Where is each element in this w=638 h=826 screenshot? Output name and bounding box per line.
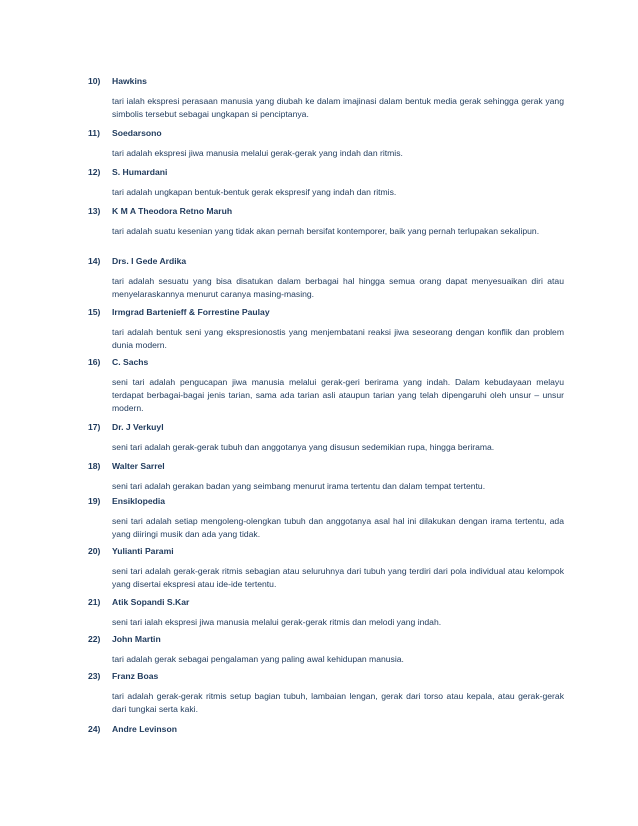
entry-heading — [88, 206, 568, 217]
entry-john-martin — [88, 634, 568, 666]
entry-definition: tari adalah gerak sebagai pengalaman yang paling awal kehidupan manusia. — [112, 654, 404, 664]
entry-heading — [88, 496, 568, 507]
entry-heading — [88, 597, 568, 608]
entry-s-humardani — [88, 167, 568, 199]
entry-heading — [88, 357, 568, 368]
entry-definition: tari ialah ekspresi perasaan manusia yang diubah ke dalam imajinasi dalam bentuk media gerak sehingga gerak yang simbolis tersebut sebagai ungkapan si penciptanya. — [112, 96, 564, 119]
entry-ensiklopedia — [88, 496, 568, 541]
entry-heading — [88, 724, 568, 735]
entry-name: Franz Boas — [112, 671, 159, 681]
entry-heading — [88, 76, 568, 87]
entry-number: 13) — [88, 206, 101, 216]
entry-name: S. Humardani — [112, 167, 168, 177]
entry-gede-ardika — [88, 256, 568, 301]
entry-definition: seni tari adalah pengucapan jiwa manusia melalui gerak-geri berirama yang indah. Dalam kebudayaan melayu terdapat berbagai-bagai jenis tarian, sama ada tarian asli ataupun tarian yang telah dipengaruhi oleh unsur – unsur modern. — [112, 377, 564, 413]
entry-name: K M A Theodora Retno Maruh — [112, 206, 233, 216]
entry-number: 17) — [88, 422, 101, 432]
entry-theodora-retno-maruh — [88, 206, 568, 238]
entry-heading — [88, 546, 568, 557]
entry-name: Irmgrad Bartenieff & Forrestine Paulay — [112, 307, 270, 317]
entry-franz-boas — [88, 671, 568, 716]
entry-name: Yulianti Parami — [112, 546, 174, 556]
entry-name: Walter Sarrel — [112, 461, 165, 471]
entry-definition: seni tari ialah ekspresi jiwa manusia melalui gerak-gerak ritmis dan melodi yang indah. — [112, 617, 442, 627]
entry-yulianti-parami — [88, 546, 568, 591]
entry-name: Drs. I Gede Ardika — [112, 256, 187, 266]
entry-heading — [88, 256, 568, 267]
entry-name: Hawkins — [112, 76, 147, 86]
entry-soedarsono — [88, 128, 568, 160]
entry-number: 11) — [88, 128, 100, 138]
entry-definition: tari adalah ekspresi jiwa manusia melalui gerak-gerak yang indah dan ritmis. — [112, 148, 403, 158]
entry-name: Atik Sopandi S.Kar — [112, 597, 190, 607]
entry-definition: tari adalah gerak-gerak ritmis setup bagian tubuh, lambaian lengan, gerak dari torso atau kepala, atau gerak-gerak dari tungkai serta kaki. — [112, 691, 564, 714]
entry-hawkins — [88, 76, 568, 121]
entry-name: Ensiklopedia — [112, 496, 166, 506]
entry-definition: seni tari adalah gerak-gerak ritmis sebagian atau seluruhnya dari tubuh yang terdiri dari pola individual atau kelompok yang disertai ekspresi atau ide-ide tertentu. — [112, 566, 564, 589]
entry-number: 24) — [88, 724, 101, 734]
entry-number: 21) — [88, 597, 101, 607]
entry-number: 19) — [88, 496, 101, 506]
entry-number: 10) — [88, 76, 101, 86]
entry-andre-levinson — [88, 724, 568, 735]
entry-atik-sopandi — [88, 597, 568, 629]
entry-heading — [88, 422, 568, 433]
entry-number: 18) — [88, 461, 101, 471]
entry-c-sachs — [88, 357, 568, 415]
entry-definition: tari adalah bentuk seni yang ekspresionostis yang menjembatani reaksi jiwa seseorang dengan konflik dan problem dunia modern. — [112, 327, 564, 350]
entry-name: Soedarsono — [112, 128, 162, 138]
entry-definition: tari adalah ungkapan bentuk-bentuk gerak ekspresif yang indah dan ritmis. — [112, 187, 397, 197]
entry-heading — [88, 167, 568, 178]
entry-number: 15) — [88, 307, 101, 317]
entry-definition: tari adalah sesuatu yang bisa disatukan dalam berbagai hal hingga semua orang dapat menyesuaikan diri atau menyelaraskannya menurut caranya masing-masing. — [112, 276, 564, 299]
entry-heading — [88, 671, 568, 682]
entry-number: 23) — [88, 671, 101, 681]
entry-name: Dr. J Verkuyl — [112, 422, 164, 432]
entry-definition: seni tari adalah setiap mengoleng-olengkan tubuh dan anggotanya asal hal ini dilakukan dengan irama tertentu, ada yang diiringi musik dan ada yang tidak. — [112, 516, 564, 539]
entry-heading — [88, 128, 568, 139]
entry-name: C. Sachs — [112, 357, 149, 367]
entry-number: 14) — [88, 256, 101, 266]
entry-definition: seni tari adalah gerakan badan yang seimbang menurut irama tertentu dan dalam tempat tertentu. — [112, 481, 486, 491]
entry-definition: tari adalah suatu kesenian yang tidak akan pernah bersifat kontemporer, baik yang pernah terlupakan sekalipun. — [112, 226, 540, 236]
entry-heading — [88, 461, 568, 472]
entry-heading — [88, 634, 568, 645]
entry-number: 22) — [88, 634, 101, 644]
entry-heading — [88, 307, 568, 318]
entry-number: 20) — [88, 546, 101, 556]
entry-number: 16) — [88, 357, 101, 367]
entry-bartenieff-paulay — [88, 307, 568, 352]
entry-name: John Martin — [112, 634, 161, 644]
entry-j-verkuyl — [88, 422, 568, 454]
entry-definition: seni tari adalah gerak-gerak tubuh dan anggotanya yang disusun sedemikian rupa, hingga berirama. — [112, 442, 495, 452]
entry-name: Andre Levinson — [112, 724, 177, 734]
entry-walter-sarrel — [88, 461, 568, 493]
entry-number: 12) — [88, 167, 101, 177]
